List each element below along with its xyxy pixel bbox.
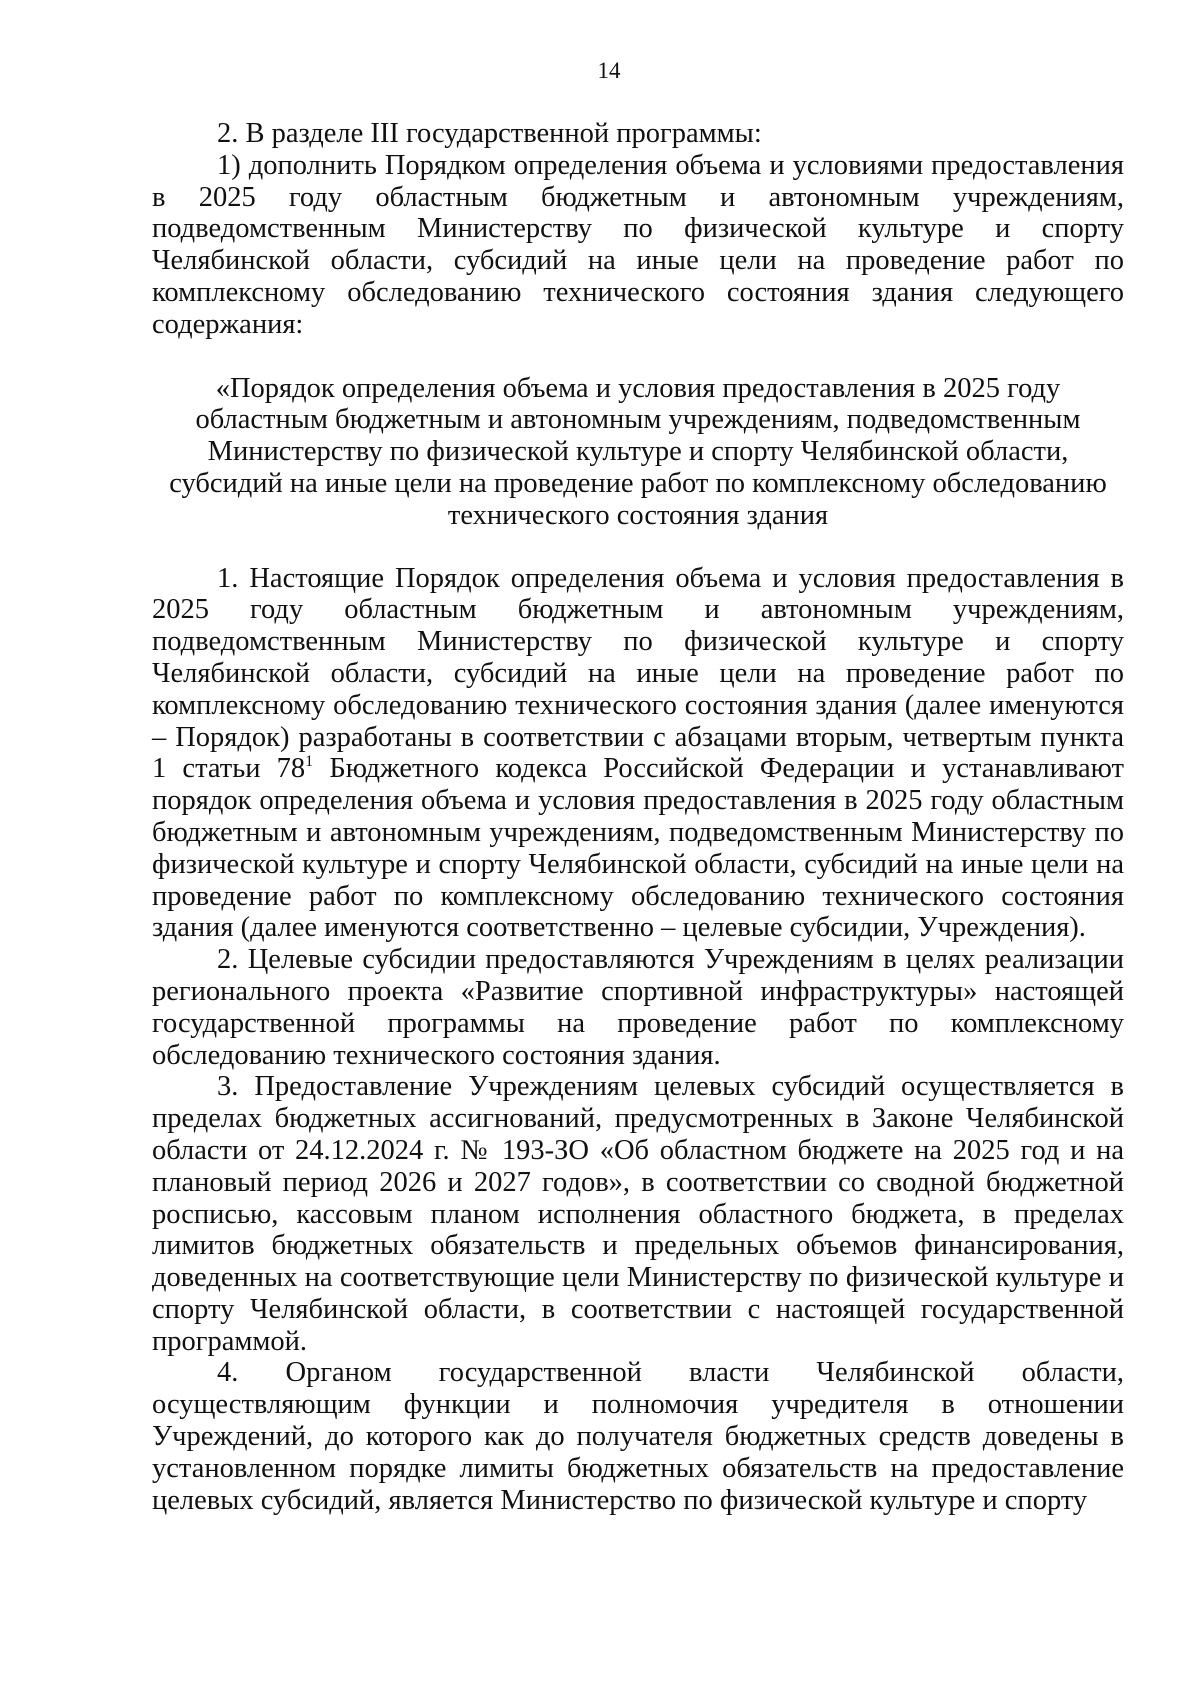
- title-line: «Порядок определения объема и условия предоставления в 2025 году: [215, 372, 1061, 404]
- amendment-paragraph: 1) дополнить Порядком определения объема и условиями предоставления в 2025 году областным бюджетным и автономным учреждениям, подведомственным Министерству по физической культуре и спорту Челябинской области, субсидий на иные цели на проведение работ по комплексному обследованию технического состояния здания следующего содержания:: [152, 149, 1124, 340]
- clause-1-text-start: 1. Настоящие Порядок определения объема и условия предоставления в 2025 году областным бюджетным и автономным учреждениям, подведомственным Министерству по физической культуре и спорту Челябинской области, субсидий на иные цели на проведение работ по комплексному обследованию технического состояния здания (далее именуются – Порядок) разработаны в соответствии с абзацами вторым, четвертым пункта 1 статьи 78: [152, 562, 1124, 785]
- clause-1: [152, 563, 1124, 945]
- article-superscript: 1: [305, 753, 314, 771]
- title-line: Министерству по физической культуре и спорту Челябинской области,: [207, 436, 1069, 468]
- title-line: субсидий на иные цели на проведение работ по комплексному обследованию: [169, 467, 1107, 499]
- document-body: [152, 118, 1124, 1516]
- clause-2: 2. Целевые субсидии предоставляются Учреждениям в целях реализации регионального проекта «Развитие спортивной инфраструктуры» настоящей государственной программы на проведение работ по комплексному обследованию технического состояния здания.: [152, 944, 1124, 1071]
- clause-4: 4. Органом государственной власти Челябинской области, осуществляющим функции и полномочия учредителя в отношении Учреждений, до которого как до получателя бюджетных средств доведены в установленном порядке лимиты бюджетных обязательств на предоставление целевых субсидий, является Министерство по физической культуре и спорту: [152, 1357, 1124, 1516]
- clause-3: 3. Предоставление Учреждениям целевых субсидий осуществляется в пределах бюджетных ассигнований, предусмотренных в Законе Челябинской области от 24.12.2024 г. № 193-ЗО «Об областном бюджете на 2025 год и на плановый период 2026 и 2027 годов», в соответствии со сводной бюджетной росписью, кассовым планом исполнения областного бюджета, в пределах лимитов бюджетных обязательств и предельных объемов финансирования, доведенных на соответствующие цели Министерству по физической культуре и спорту Челябинской области, в соответствии с настоящей государственной программой.: [152, 1071, 1124, 1357]
- title-line: областным бюджетным и автономным учреждениям, подведомственным: [195, 404, 1081, 436]
- page-number: 14: [597, 58, 621, 83]
- procedure-title: [152, 373, 1124, 532]
- clause-1-text-end: Бюджетного кодекса Российской Федерации и устанавливают порядок определения объема и условия предоставления в 2025 году областным бюджетным и автономным учреждениям, подведомственным Министерству по физической культуре и спорту Челябинской области, субсидий на иные цели на проведение работ по комплексному обследованию технического состояния здания (далее именуются соответственно – целевые субсидии, Учреждения).: [152, 753, 1124, 944]
- title-line: технического состояния здания: [447, 499, 829, 531]
- section-heading-paragraph: 2. В разделе III государственной программы:: [217, 118, 762, 149]
